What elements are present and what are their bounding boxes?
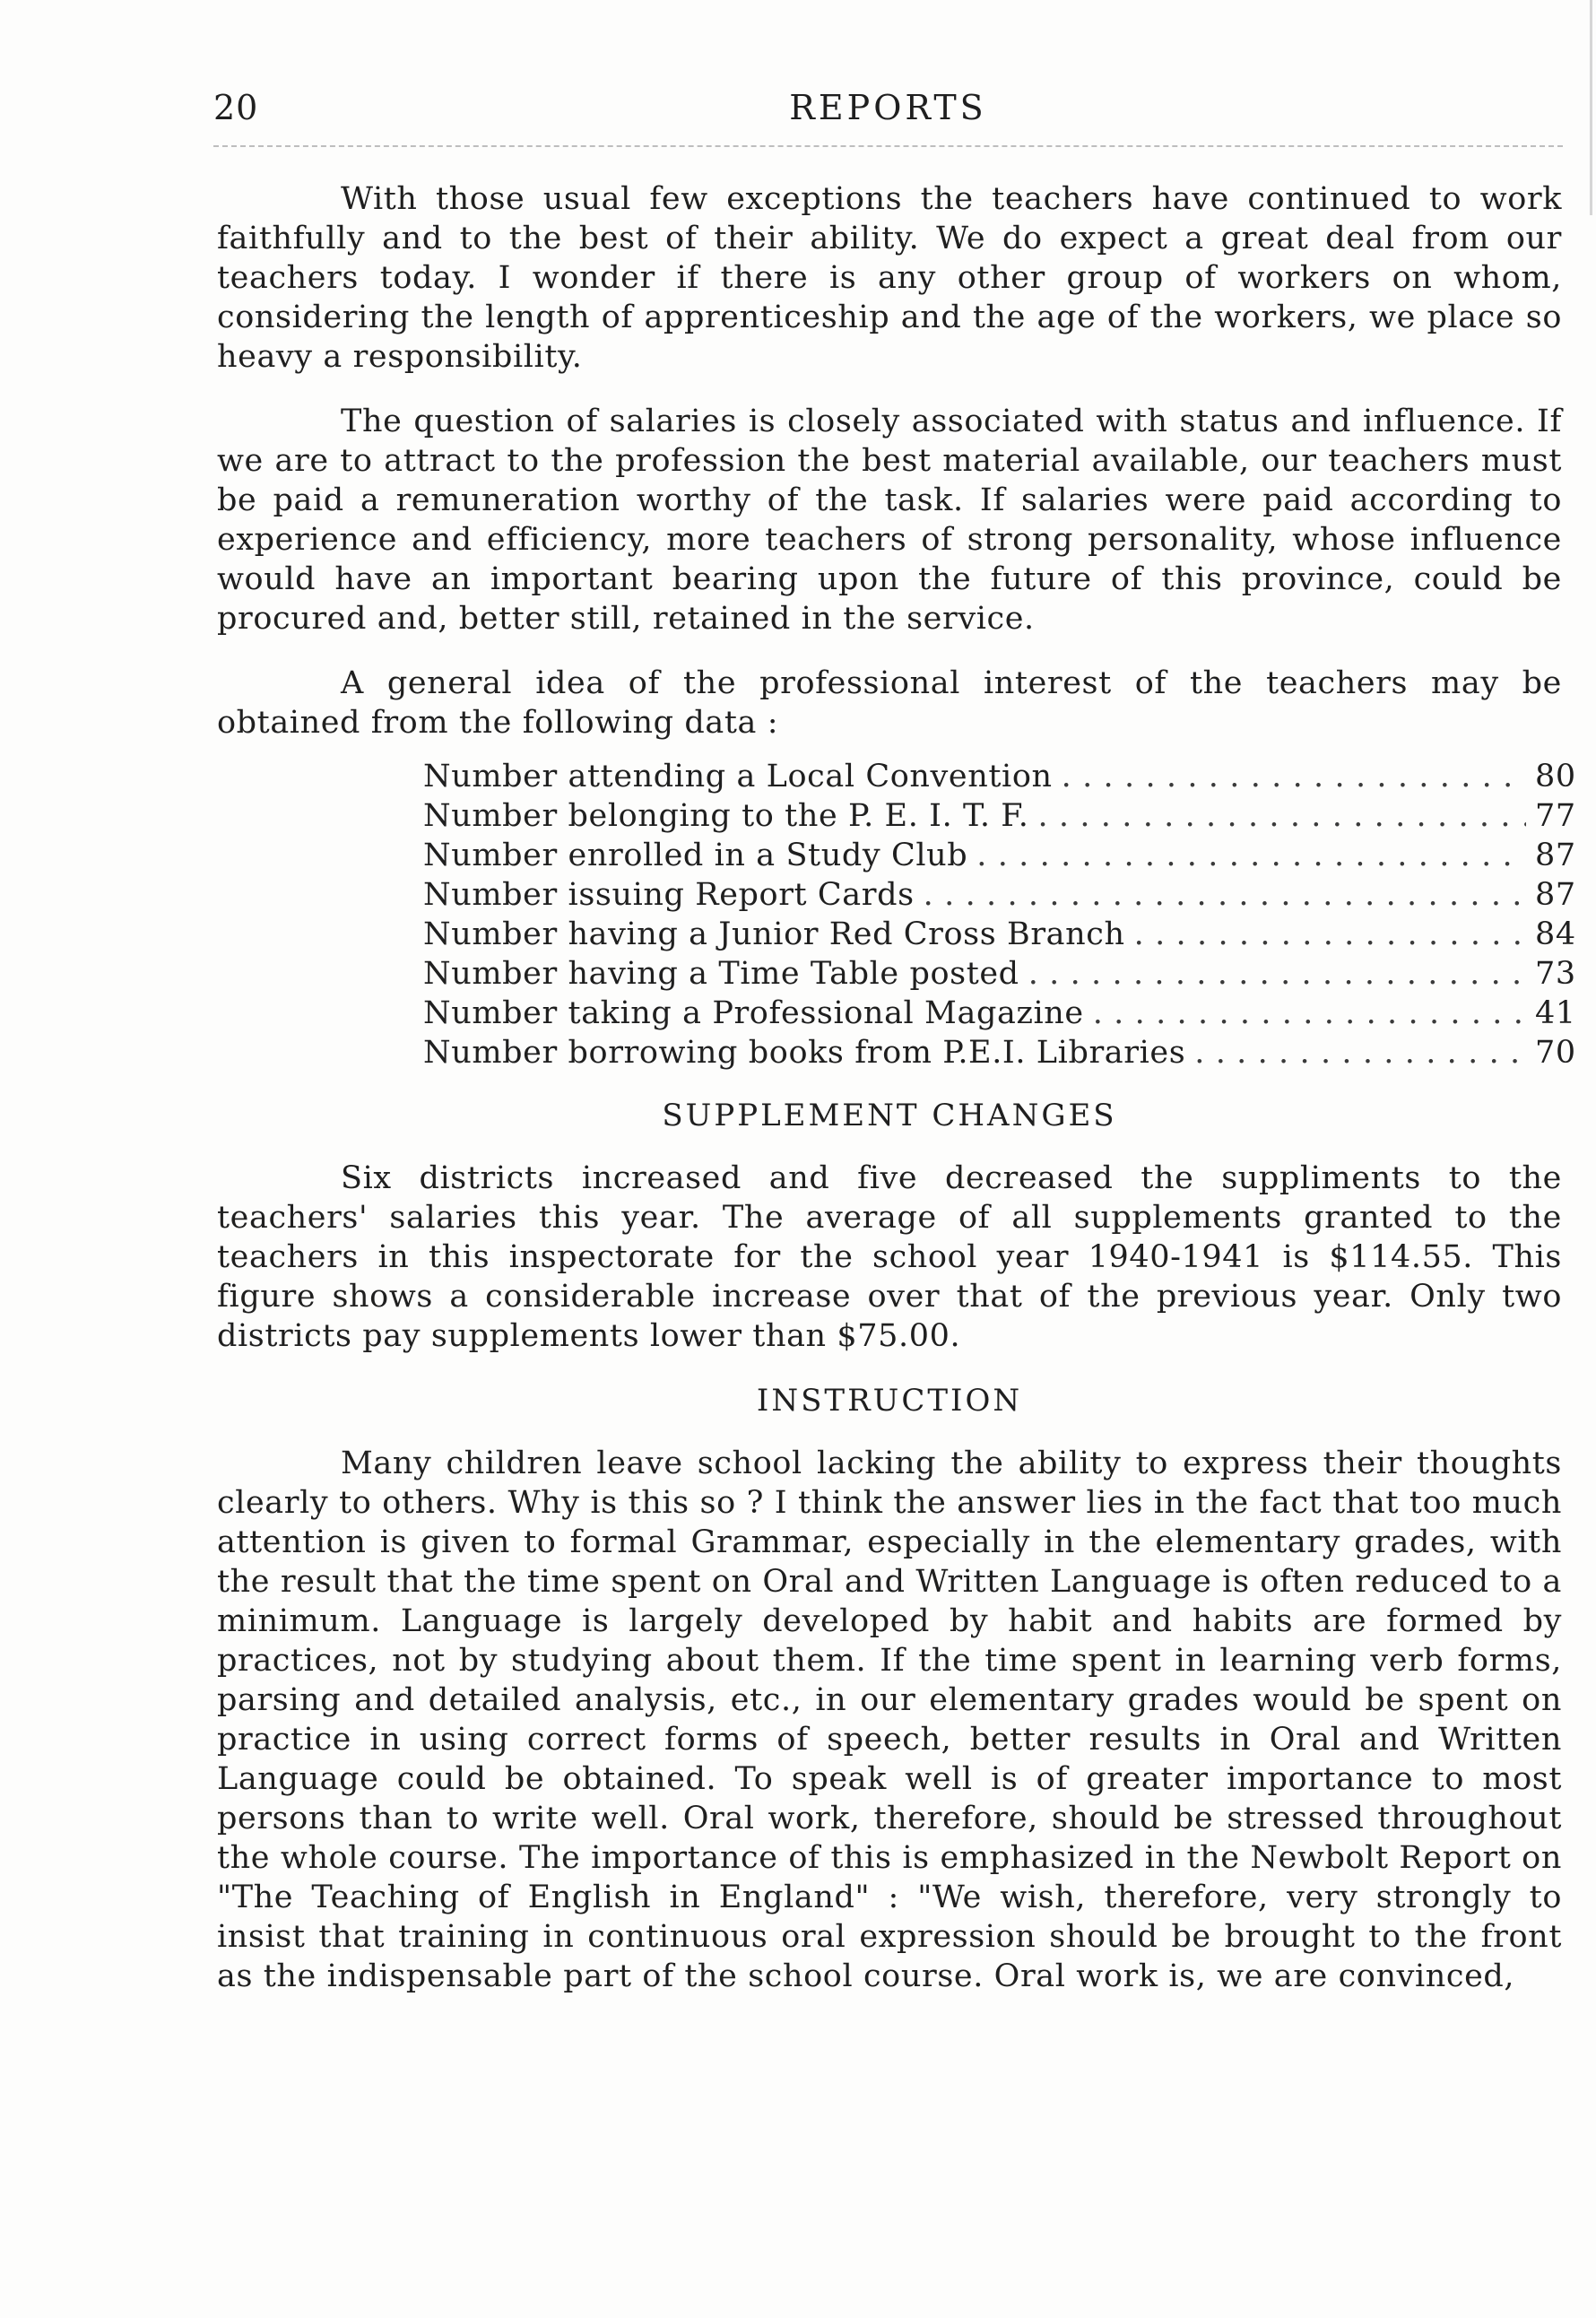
list-item xyxy=(423,838,1576,877)
list-item-label: Number issuing Report Cards xyxy=(423,877,915,913)
professional-interest-list xyxy=(423,759,1576,1074)
leader-dots xyxy=(1062,759,1526,794)
list-item xyxy=(423,877,1576,916)
list-item-label: Number attending a Local Convention xyxy=(423,759,1053,794)
leader-dots xyxy=(1093,995,1526,1031)
list-item-label: Number borrowing books from P.E.I. Libraries xyxy=(423,1035,1186,1071)
list-item-label: Number having a Time Table posted xyxy=(423,956,1019,992)
header-rule xyxy=(213,145,1563,147)
running-head: REPORTS xyxy=(789,88,987,127)
list-item xyxy=(423,916,1576,956)
list-item-value: 41 xyxy=(1535,995,1576,1031)
leader-dots xyxy=(1134,916,1526,952)
list-item xyxy=(423,759,1576,798)
section-title-instruction: INSTRUCTION xyxy=(756,1383,1023,1419)
list-item-label: Number enrolled in a Study Club xyxy=(423,838,968,873)
list-item-label: Number having a Junior Red Cross Branch xyxy=(423,916,1125,952)
leader-dots xyxy=(1037,798,1526,834)
leader-dots xyxy=(976,838,1526,873)
paragraph-instruction: Many children leave school lacking the ability to express their thoughts clearly to others. Why is this so ? I think the answer lies in the fact that too much attention is given to formal Grammar, especially in the elementary grades, with the result that the time spent on Oral and Written Language is often reduced to a minimum. Language is largely developed by habit and habits are formed by practices, not by studying about them. If the time spent in learning verb forms, parsing and detailed analysis, etc., in our elementary grades would be spent on practice in using correct forms of speech, better results in Oral and Written Language could be obtained. To speak well is of greater importance to most persons than to write well. Oral work, therefore, should be stressed throughout the whole course. The importance of this is emphasized in the Newbolt Report on "The Teaching of English in England" : "We wish, therefore, very strongly to insist that training in continuous oral expression should be brought to the front as the indispensable part of the school course. Oral work is, we are convinced, xyxy=(217,1445,1562,1994)
list-item xyxy=(423,956,1576,995)
list-item-value: 80 xyxy=(1535,759,1576,794)
page-number: 20 xyxy=(213,88,259,127)
leader-dots xyxy=(1028,956,1526,992)
leader-dots xyxy=(1194,1035,1526,1071)
list-item xyxy=(423,1035,1576,1074)
paragraph-supplement: Six districts increased and five decreased the suppliments to the teachers' salaries this year. The average of all supplements granted to the teachers in this inspectorate for the school year 1940-1941 is $114.55. This figure shows a considerable increase over that of the previous year. Only two districts pay supplements lower than $75.00. xyxy=(217,1160,1562,1354)
list-item-value: 87 xyxy=(1535,877,1576,913)
list-item xyxy=(423,798,1576,838)
section-title-supplement: SUPPLEMENT CHANGES xyxy=(662,1098,1117,1133)
list-item-label: Number belonging to the P. E. I. T. F. xyxy=(423,798,1029,834)
list-item-value: 87 xyxy=(1535,838,1576,873)
list-item-value: 77 xyxy=(1535,798,1576,834)
paragraph-teachers-faithful: With those usual few exceptions the teachers have continued to work faithfully and to the best of their ability. We do expect a great deal from our teachers today. I wonder if there is any other group of workers on whom, considering the length of apprenticeship and the age of the workers, we place so heavy a responsibility. xyxy=(217,181,1562,375)
list-item xyxy=(423,995,1576,1035)
page-header xyxy=(213,88,1563,142)
leader-dots xyxy=(924,877,1526,913)
list-item-value: 84 xyxy=(1535,916,1576,952)
list-item-label: Number taking a Professional Magazine xyxy=(423,995,1084,1031)
scan-edge-mark xyxy=(1590,0,1592,215)
paragraph-salaries: The question of salaries is closely associated with status and influence. If we are to attract to the profession the best material available, our teachers must be paid a remuneration worthy of the task. If salaries were paid according to experience and efficiency, more teachers of strong personality, whose influence would have an important bearing upon the future of this province, could be procured and, better still, retained in the service. xyxy=(217,404,1562,637)
paragraph-data-intro: A general idea of the professional interest of the teachers may be obtained from the following data : xyxy=(217,665,1562,741)
list-item-value: 73 xyxy=(1535,956,1576,992)
list-item-value: 70 xyxy=(1535,1035,1576,1071)
page-content xyxy=(217,179,1576,2021)
